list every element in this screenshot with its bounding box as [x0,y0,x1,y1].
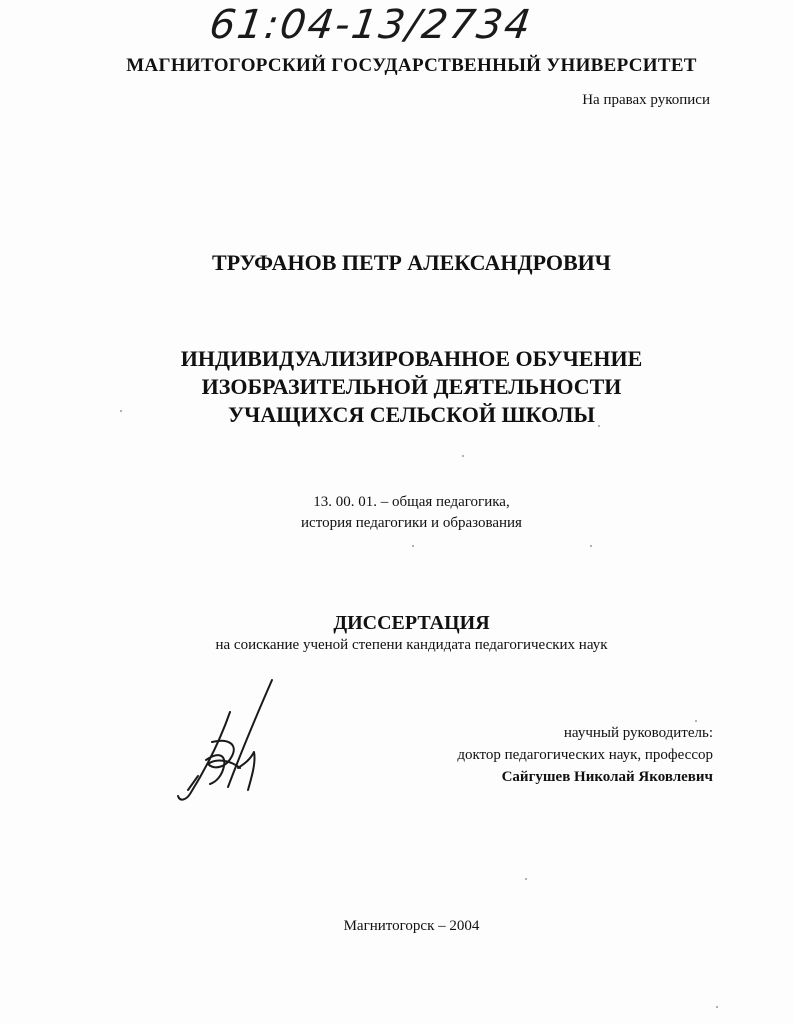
document-type: ДИССЕРТАЦИЯ [333,612,490,634]
title-line-1: ИНДИВИДУАЛИЗИРОВАННОЕ ОБУЧЕНИЕ [180,346,643,371]
specialty-line-2: история педагогики и образования [301,515,522,531]
scan-speck [412,545,414,547]
scan-speck [462,455,464,457]
supervisor-credentials: доктор педагогических наук, профессор [457,747,713,763]
author-name: ТРУФАНОВ ПЕТР АЛЕКСАНДРОВИЧ [212,250,611,275]
university-name: МАГНИТОГОРСКИЙ ГОСУДАРСТВЕННЫЙ УНИВЕРСИТЕТ [126,55,697,76]
signature-image [168,672,288,812]
supervisor-block [457,722,713,788]
supervisor-name: Сайгушев Николай Яковлевич [501,769,713,785]
specialty-line-1: 13. 00. 01. – общая педагогика, [313,494,510,510]
scan-speck [598,425,600,427]
handwritten-archive-code: 61:04-13/2734 [206,2,536,48]
dissertation-title [0,345,793,429]
manuscript-note: На правах рукописи [582,92,710,108]
specialty-code [0,492,793,534]
scan-speck [590,545,592,547]
scan-speck [695,720,697,722]
scan-speck [120,410,122,412]
scan-speck [525,878,527,880]
supervisor-role: научный руководитель: [563,725,713,741]
degree-line: на соискание ученой степени кандидата педагогических наук [215,637,608,653]
city-year: Магнитогорск – 2004 [343,918,480,934]
title-line-2: ИЗОБРАЗИТЕЛЬНОЙ ДЕЯТЕЛЬНОСТИ [201,374,622,399]
title-line-3: УЧАЩИХСЯ СЕЛЬСКОЙ ШКОЛЫ [227,402,596,427]
scan-speck [716,1006,718,1008]
